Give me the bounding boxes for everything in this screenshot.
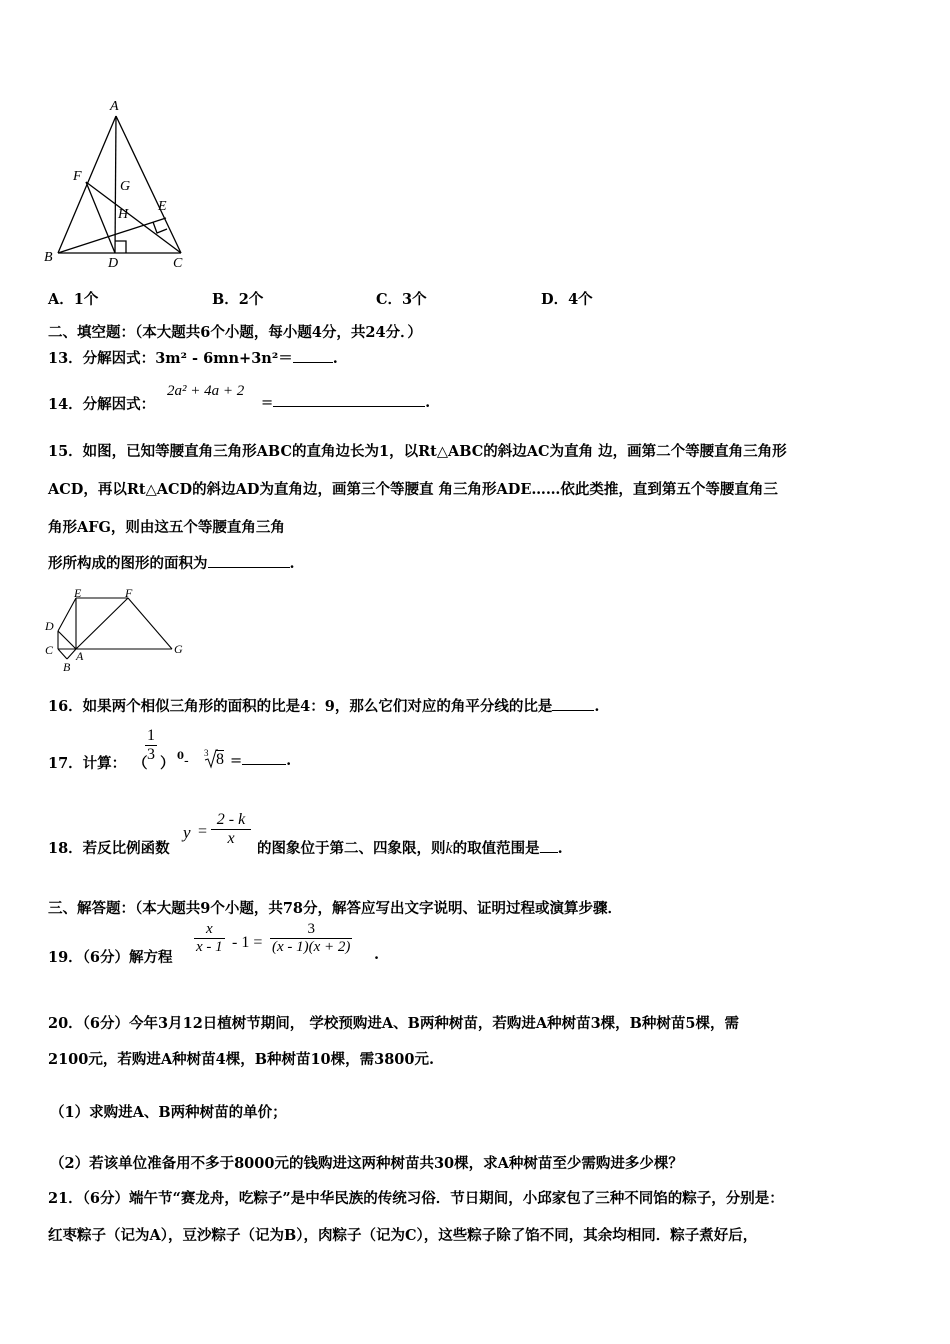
q17-suffix: . <box>286 752 292 769</box>
fig2-label-A: A <box>76 649 84 663</box>
label-A: A <box>110 99 119 114</box>
q18-denominator: x <box>211 829 251 848</box>
q18-answer-blank <box>540 840 558 853</box>
fig2-label-E: E <box>74 588 82 600</box>
option-d: D．4个 <box>541 291 593 308</box>
q14-suffix: . <box>425 394 431 411</box>
q19-suffix: . <box>374 946 380 963</box>
option-c: C．3个 <box>376 291 427 308</box>
label-G: G <box>120 179 131 194</box>
q15-line-4 <box>48 552 295 573</box>
q20-part-2: （2）若该单位准备用不多于8000元的钱购进这两种树苗共30棵，求A种树苗至少需购进多少棵？ <box>50 1155 683 1172</box>
q19-denominator-1: x - 1 <box>196 939 223 955</box>
triangle-figure-1 <box>40 96 200 274</box>
fig2-label-D: D <box>45 619 54 633</box>
q14-answer <box>261 394 430 411</box>
q16-text: 16．如果两个相似三角形的面积的比是4：9，那么它们对应的角平分线的比是 <box>48 698 553 715</box>
q18-text <box>257 837 563 858</box>
fig2-label-B: B <box>63 660 71 674</box>
q17-radicand: 8 <box>216 751 224 768</box>
q18-tail-text: 的取值范围是 <box>452 840 540 857</box>
q18-y: y <box>183 823 191 842</box>
section-2-header: 二、填空题：（本大题共6个小题，每小题4分，共24分．） <box>48 324 422 341</box>
q14-equals: = <box>261 395 274 411</box>
q19-denominator-2: (x - 1)(x + 2) <box>272 939 351 955</box>
q18-middle-text: 的图象位于第二、四象限，则 <box>257 840 446 857</box>
q21-line-1: 21．（6分）端午节“赛龙舟，吃粽子”是中华民族的传统习俗．节日期间，小邱家包了三种不同馅的粽子，分别是： <box>48 1190 784 1207</box>
q13-suffix: . <box>332 350 338 367</box>
q19-numerator-2: 3 <box>307 921 315 937</box>
q20-line-1: 20．（6分）今年3月12日植树节期间， 学校预购进A、B两种树苗，若购进A种树苗3棵，B种树苗5棵，需 <box>48 1015 740 1032</box>
q15-line-1: 15．如图，已知等腰直角三角形ABC的直角边长为1，以Rt△ABC的斜边AC为直角 边，画第二个等腰直角三角形 <box>48 443 787 460</box>
q15-line-3: 角形AFG，则由这五个等腰直角三角 <box>48 519 285 536</box>
q17-root-index: 3 <box>204 748 209 758</box>
label-F: F <box>73 169 82 184</box>
q17-exponent: 0 <box>177 751 184 762</box>
option-a: A．1个 <box>48 291 99 308</box>
label-D: D <box>108 256 119 271</box>
q17-prefix: 17．计算： <box>48 755 127 772</box>
question-14 <box>48 393 155 414</box>
fig2-label-F: F <box>125 588 133 600</box>
q18-fraction <box>211 811 251 848</box>
section-3-header: 三、解答题：（本大题共9个小题，共78分，解答应写出文字说明、证明过程或演算步骤． <box>48 900 623 917</box>
q17-minus: - <box>184 753 189 769</box>
q21-line-2: 红枣粽子（记为A），豆沙粽子（记为B），肉粽子（记为C），这些粽子除了馅不同，其余均相同．粽子煮好后， <box>48 1227 758 1244</box>
q18-suffix: . <box>557 840 563 857</box>
q17-answer <box>230 752 291 769</box>
q18-k: k <box>445 840 453 857</box>
q15-line-4-text: 形所构成的图形的面积为 <box>48 555 208 572</box>
label-C: C <box>173 256 183 271</box>
q20-part-1: （1）求购进A、B两种树苗的单价； <box>50 1104 287 1121</box>
q17-right-paren: ） <box>160 755 175 772</box>
q17-equals: = <box>230 753 243 769</box>
q13-prefix: 13．分解因式： <box>48 350 156 367</box>
q17-denominator: 3 <box>147 746 155 763</box>
fig2-label-G: G <box>174 642 183 656</box>
q17-fraction <box>145 727 157 764</box>
q15-suffix: . <box>289 555 295 572</box>
fig2-label-C: C <box>45 643 54 657</box>
q20-line-2: 2100元，若购进A种树苗4棵，B种树苗10棵，需3800元. <box>48 1051 435 1068</box>
label-H: H <box>118 207 129 222</box>
q13-answer-blank <box>293 350 333 363</box>
triangle-figure-2 <box>40 588 200 676</box>
label-B: B <box>44 250 53 265</box>
q19-prefix: 19．（6分）解方程 <box>48 949 173 966</box>
q17-left-paren: （ <box>133 755 148 772</box>
q18-prefix: 18．若反比例函数 <box>48 840 170 857</box>
q16-suffix: . <box>594 698 600 715</box>
q18-numerator: 2 - k <box>216 811 246 828</box>
q14-prefix: 14．分解因式： <box>48 396 156 413</box>
q17-numerator: 1 <box>147 727 155 744</box>
option-b: B．2个 <box>212 291 264 308</box>
q14-answer-blank <box>273 394 425 407</box>
q19-middle: - 1 = <box>232 934 263 951</box>
q19-fraction-1 <box>194 921 225 956</box>
q15-answer-blank <box>208 555 290 568</box>
q14-expression: 2a² + 4a + 2 <box>167 383 245 399</box>
q19-fraction-2 <box>270 921 352 956</box>
label-E: E <box>158 199 167 214</box>
q18-equals: = <box>198 823 208 840</box>
q16-answer-blank <box>552 698 594 711</box>
q13-expression: 3m² - 6mn+3n²＝ <box>155 350 293 367</box>
question-16 <box>48 695 599 716</box>
q15-line-2: ACD，再以Rt△ACD的斜边AD为直角边，画第三个等腰直 角三角形ADE……依此类推，直到第五个等腰直角三 <box>48 481 778 498</box>
q19-numerator-1: x <box>205 921 213 937</box>
q17-answer-blank <box>242 752 286 765</box>
question-13 <box>48 347 338 368</box>
